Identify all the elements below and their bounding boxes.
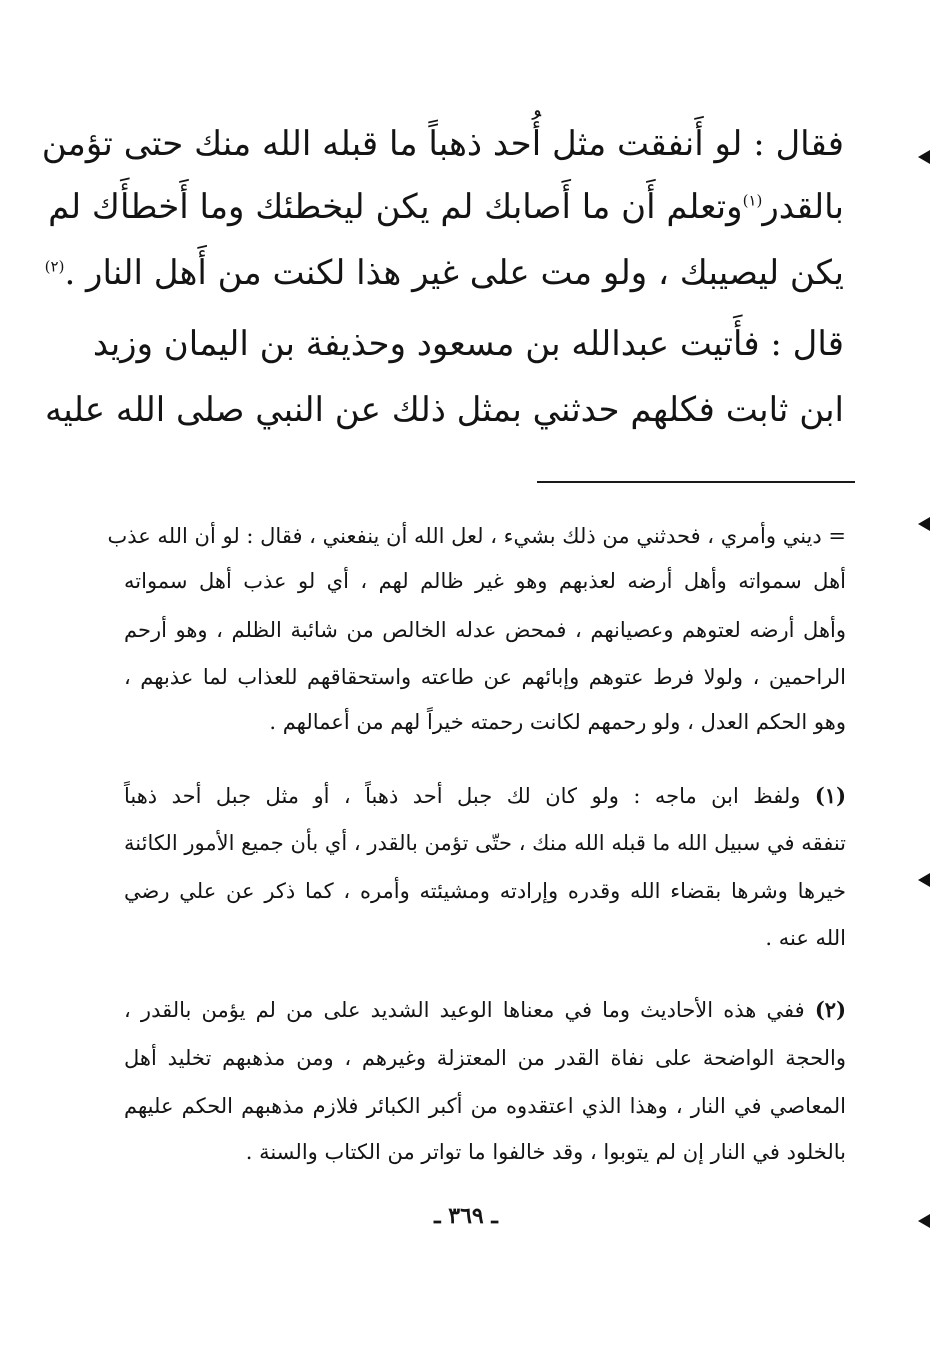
footnote-cont-line-1: = ديني وأمري ، فحدثني من ذلك بشيء ، لعل الله أن ينفعني ، فقال : لو أن الله عذب	[107, 524, 846, 548]
main-text-line-3: يكن ليصيبك ، ولو مت على غير هذا لكنت من أَهل النار .$^{(٢)}$	[44, 253, 844, 293]
footnote-ref-2: (٢)	[44, 257, 65, 276]
footnote-2-number: (٢)	[814, 997, 846, 1022]
scan-edge-mark-icon	[918, 1214, 930, 1228]
main-text-line-5: ابن ثابت فكلهم حدثني بمثل ذلك عن النبي صلى الله عليه	[45, 390, 844, 430]
footnote-1-line-3: خيرها وشرها بقضاء الله وقدره وإرادته ومشيئته وأمره ، كما ذكر عن علي رضي	[124, 879, 846, 903]
scan-edge-mark-icon	[918, 517, 930, 531]
footnote-cont-line-2: أهل سمواته وأهل أرضه لعذبهم وهو غير ظالم لهم ، أي لو عذب أهل سمواته	[124, 569, 846, 593]
footnote-2-line-4: بالخلود في النار إن لم يتوبوا ، وقد خالفوا ما تواتر من الكتاب والسنة .	[245, 1140, 846, 1164]
footnote-ref-1: (١)	[742, 191, 763, 210]
footnote-2-line-1: (٢) ففي هذه الأحاديث وما في معناها الوعيد الشديد على من لم يؤمن بالقدر ،	[124, 997, 846, 1022]
footnote-1-line-2: تنفقه في سبيل الله ما قبله الله منك ، حتّى تؤمن بالقدر ، أي بأن جميع الأمور الكائنة	[124, 831, 846, 855]
footnote-1-number: (١)	[814, 783, 846, 808]
footnote-1-line-1: (١) ولفظ ابن ماجه : ولو كان لك جبل أحد ذهباً ، أو مثل جبل أحد ذهباً	[124, 783, 846, 808]
scan-edge-mark-icon	[918, 150, 930, 164]
footnote-2-line-2: والحجة الواضحة على نفاة القدر من المعتزلة وغيرهم ، ومن مذهبهم تخليد أهل	[124, 1046, 846, 1070]
page-number: ـ ٣٦٩ ـ	[434, 1203, 498, 1229]
footnote-cont-line-3: وأهل أرضه لعتوهم وعصيانهم ، فمحض عدله الخالص من شائبة الظلم ، وهو أرحم	[124, 618, 846, 642]
footnote-1-line-4: الله عنه .	[765, 926, 846, 950]
footnote-cont-line-5: وهو الحكم العدل ، ولو رحمهم لكانت رحمته خيراً لهم من أعمالهم .	[269, 710, 846, 734]
footnote-cont-line-4: الراحمين ، ولولا فرط عتوهم وإبائهم عن طاعته واستحقاقهم للعذاب لما عذبهم ،	[124, 665, 846, 689]
footnote-2-line-3: المعاصي في النار ، وهذا الذي اعتقدوه من أكبر الكبائر فلازم مذهبهم الحكم عليهم	[124, 1094, 846, 1118]
main-text-line-1: فقال : لو أَنفقت مثل أُحد ذهباً ما قبله الله منك حتى تؤمن	[41, 124, 844, 164]
main-text-line-4: قال : فأَتيت عبدالله بن مسعود وحذيفة بن اليمان وزيد	[92, 324, 844, 364]
scan-edge-mark-icon	[918, 873, 930, 887]
footnote-separator	[537, 481, 855, 483]
main-text-line-2: بالقدر$^{(١)}$وتعلم أَن ما أَصابك لم يكن ليخطئك وما أَخطأَك لم	[48, 187, 844, 227]
